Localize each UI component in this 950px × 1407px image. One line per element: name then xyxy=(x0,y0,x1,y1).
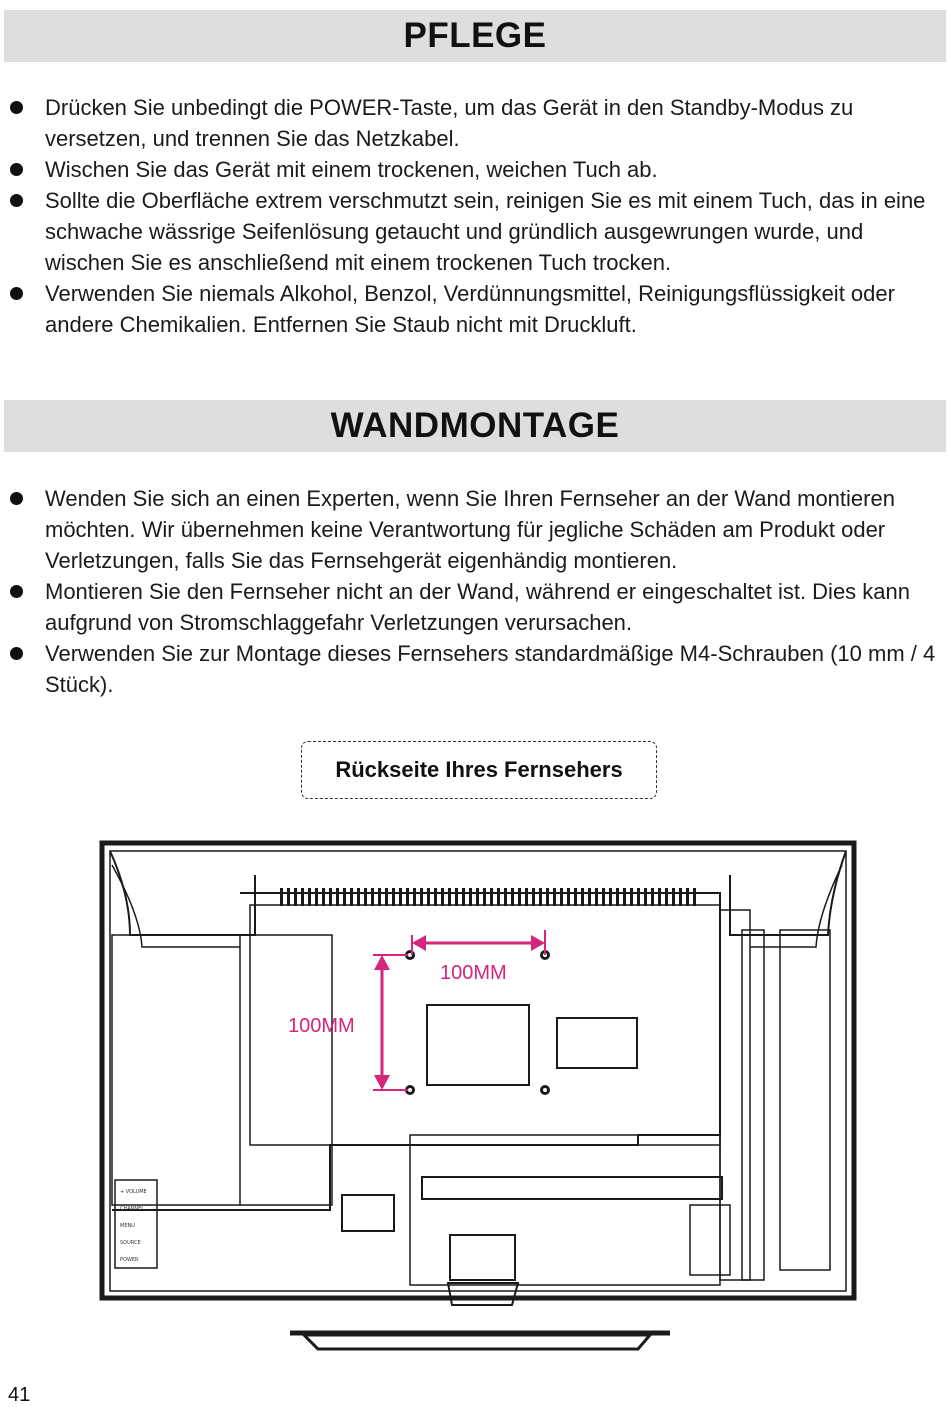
list-item-text: Wischen Sie das Gerät mit einem trockenen, weichen Tuch ab. xyxy=(45,157,658,182)
list-item-text: Wenden Sie sich an einen Experten, wenn Sie Ihren Fernseher an der Wand montieren möchten. Wir übernehmen keine Verantwortung für jegliche Schäden am Produkt oder Verletzungen, falls Sie das Fernsehgerät eigenhändig montieren. xyxy=(45,486,895,573)
tv-outer-frame xyxy=(102,843,854,1298)
list-item-text: Montieren Sie den Fernseher nicht an der Wand, während er eingeschaltet ist. Dies kann aufgrund von Stromschlaggefahr Verletzungen verursachen. xyxy=(45,579,910,635)
lower-panel xyxy=(410,1135,720,1285)
diagram-caption: Rückseite Ihres Fernsehers xyxy=(335,757,623,782)
left-panel xyxy=(112,935,332,1205)
list-item xyxy=(0,278,950,340)
bullet-icon xyxy=(10,647,23,660)
dimension-label-horizontal: 100MM xyxy=(440,962,507,984)
bullet-icon xyxy=(10,101,23,114)
section-title: WANDMONTAGE xyxy=(330,406,620,445)
power-socket xyxy=(342,1195,394,1231)
svg-text:+ VOLUME: + VOLUME xyxy=(120,1189,147,1195)
list-item-text: Verwenden Sie zur Montage dieses Fernsehers standardmäßige M4-Schrauben (10 mm / 4 Stück). xyxy=(45,641,936,697)
bullet-icon xyxy=(10,585,23,598)
care-instructions-list xyxy=(0,92,950,340)
page-number: 41 xyxy=(8,1384,31,1406)
list-item xyxy=(0,92,950,154)
stand-neck xyxy=(450,1235,515,1280)
bullet-icon xyxy=(10,492,23,505)
tv-rear-diagram xyxy=(90,835,870,1355)
right-column xyxy=(720,910,750,1280)
list-item xyxy=(0,185,950,278)
dimension-arrows xyxy=(373,930,545,1090)
bullet-icon xyxy=(10,287,23,300)
list-item-text: Verwenden Sie niemals Alkohol, Benzol, Verdünnungsmittel, Reinigungsflüssigkeit oder andere Chemikalien. Entfernen Sie Staub nicht mit Druckluft. xyxy=(45,281,895,337)
tv-inner-frame xyxy=(110,851,846,1291)
svg-text:MENU: MENU xyxy=(120,1223,135,1229)
connector-cutout xyxy=(557,1018,637,1068)
section-header-wandmontage xyxy=(4,400,946,452)
svg-text:POWER: POWER xyxy=(120,1257,139,1263)
bullet-icon xyxy=(10,163,23,176)
list-item xyxy=(0,483,950,576)
left-housing-curve xyxy=(110,851,255,935)
list-item xyxy=(0,154,950,185)
section-header-pflege xyxy=(4,10,946,62)
svg-text:CHANNEL: CHANNEL xyxy=(120,1206,145,1212)
bullet-icon xyxy=(10,194,23,207)
lower-slot xyxy=(422,1177,722,1199)
mount-plate-cutout xyxy=(427,1005,529,1085)
list-item-text: Sollte die Oberfläche extrem verschmutzt sein, reinigen Sie es mit einem Tuch, das in eine schwache wässrige Seifenlösung getaucht und gründlich ausgewrungen wurde, und wischen Sie es anschließend mit einem trockenen Tuch trocken. xyxy=(45,188,926,275)
list-item xyxy=(0,576,950,638)
right-housing-curve xyxy=(730,851,846,935)
back-panel-outline xyxy=(112,893,720,1210)
section-title: PFLEGE xyxy=(403,16,547,55)
wall-mount-instructions-list xyxy=(0,483,950,700)
svg-text:SOURCE: SOURCE xyxy=(120,1240,141,1246)
diagram-caption-box xyxy=(301,741,657,799)
side-button-labels xyxy=(120,1189,147,1263)
dimension-label-vertical: 100MM xyxy=(288,1015,355,1037)
list-item xyxy=(0,638,950,700)
list-item-text: Drücken Sie unbedingt die POWER-Taste, um das Gerät in den Standby-Modus zu versetzen, und trennen Sie das Netzkabel. xyxy=(45,95,854,151)
